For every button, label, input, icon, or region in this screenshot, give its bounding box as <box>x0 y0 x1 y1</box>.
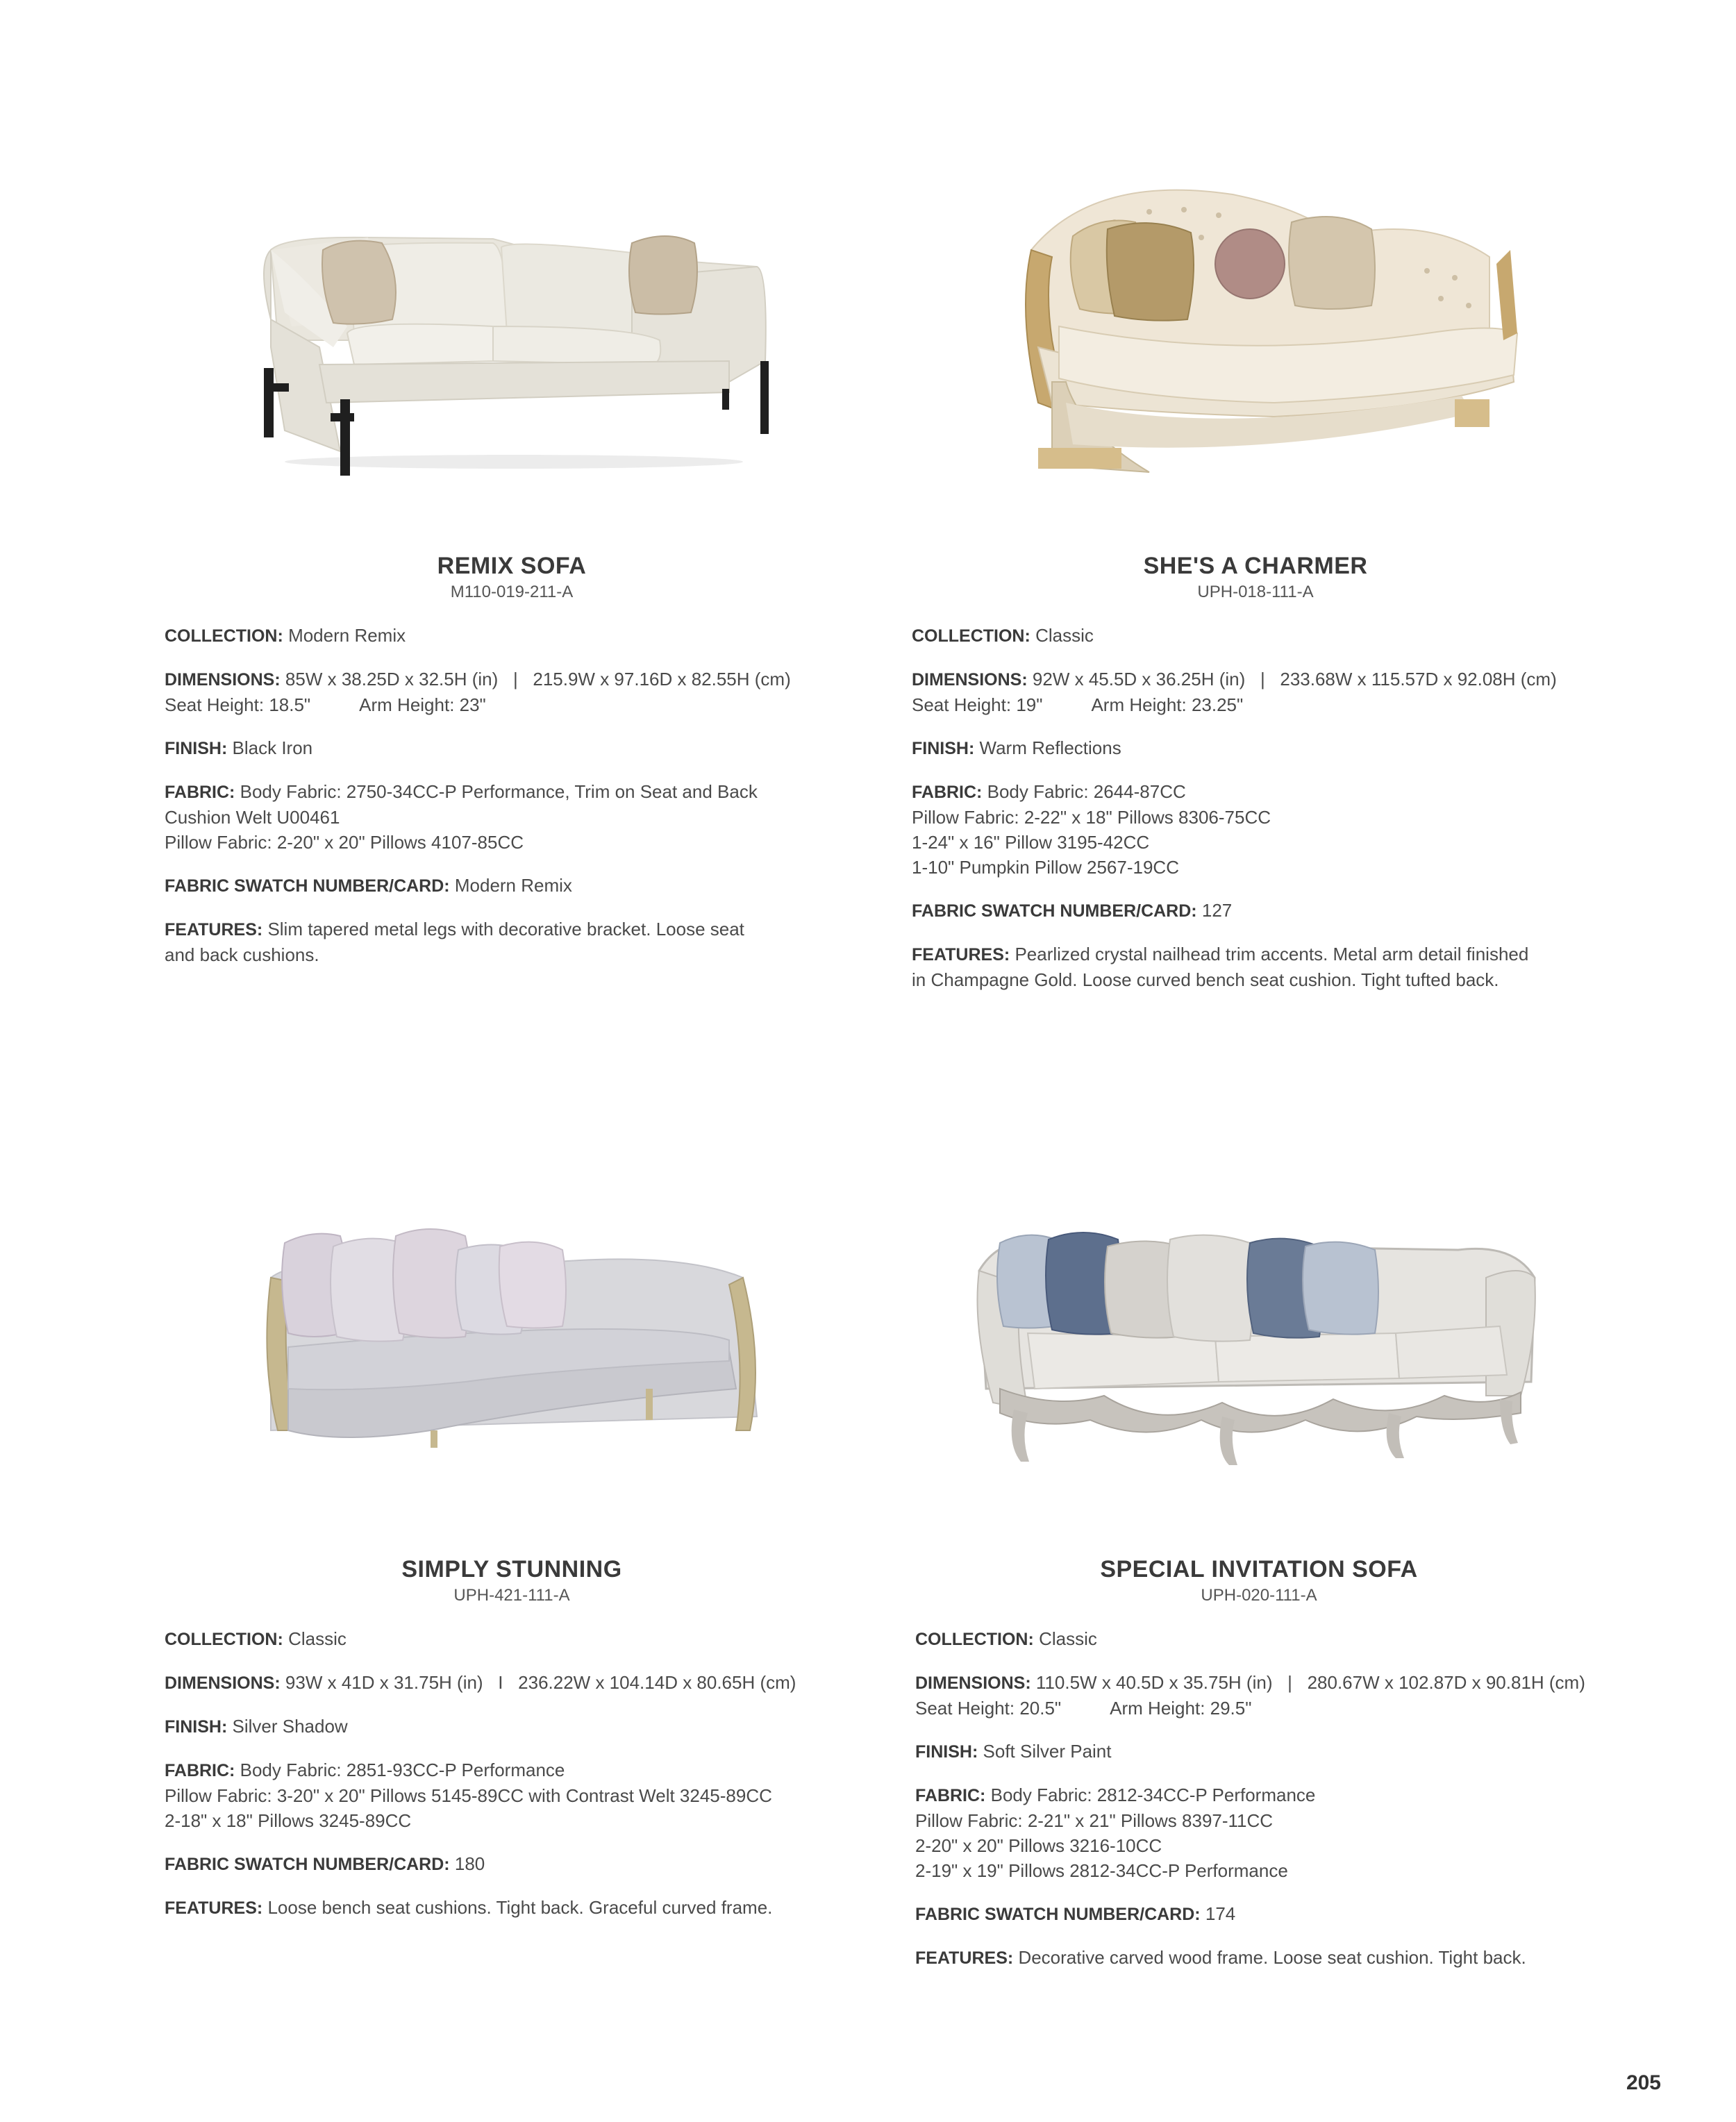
features-label: FEATURES: <box>165 1898 263 1918</box>
fabric-line: 2-19" x 19" Pillows 2812-34CC-P Performance <box>915 1860 1288 1881</box>
product-sku: UPH-018-111-A <box>1197 583 1314 601</box>
dimensions-value: 85W x 38.25D x 32.5H (in) | 215.9W x 97.16D x 82.55H (cm) <box>285 669 791 690</box>
seat-height: Seat Height: 18.5" <box>165 694 311 715</box>
dimensions-row <box>165 1670 859 1696</box>
seat-height: Seat Height: 20.5" <box>915 1698 1062 1719</box>
swatch-row <box>165 1851 859 1877</box>
fabric-row <box>912 779 1606 880</box>
swatch-label: FABRIC SWATCH NUMBER/CARD: <box>915 1905 1201 1924</box>
finish-row <box>912 735 1606 761</box>
fabric-line: Pillow Fabric: 2-20" x 20" Pillows 4107-85CC <box>165 832 524 853</box>
features-line: Decorative carved wood frame. Loose seat cushion. Tight back. <box>1018 1947 1526 1968</box>
fabric-line: 1-10" Pumpkin Pillow 2567-19CC <box>912 857 1179 878</box>
collection-row <box>165 1626 859 1652</box>
fabric-label: FABRIC: <box>165 1761 235 1780</box>
seat-height: Seat Height: 19" <box>912 694 1043 715</box>
swatch-label: FABRIC SWATCH NUMBER/CARD: <box>165 876 450 896</box>
features-line: Loose bench seat cushions. Tight back. Graceful curved frame. <box>267 1897 773 1918</box>
remix-sofa-specs <box>165 552 859 985</box>
finish-value: Soft Silver Paint <box>983 1741 1112 1762</box>
finish-value: Warm Reflections <box>979 737 1121 758</box>
dimensions-row <box>912 667 1606 717</box>
swatch-row <box>165 873 859 899</box>
finish-value: Black Iron <box>232 737 313 758</box>
collection-value: Classic <box>1035 625 1094 646</box>
fabric-row <box>165 779 859 855</box>
features-line: Slim tapered metal legs with decorative bracket. Loose seat <box>267 919 744 939</box>
finish-row <box>165 735 859 761</box>
collection-label: COLLECTION: <box>912 626 1030 646</box>
product-sku: M110-019-211-A <box>450 583 574 601</box>
features-line: Pearlized crystal nailhead trim accents. Metal arm detail finished <box>1015 944 1529 964</box>
fabric-line: 1-24" x 16" Pillow 3195-42CC <box>912 832 1150 853</box>
fabric-line: Body Fabric: 2851-93CC-P Performance <box>240 1760 565 1780</box>
finish-row <box>165 1714 859 1739</box>
dimensions-value: 92W x 45.5D x 36.25H (in) | 233.68W x 115.57D x 92.08H (cm) <box>1032 669 1557 690</box>
collection-label: COLLECTION: <box>165 626 283 646</box>
features-row <box>912 942 1606 992</box>
fabric-label: FABRIC: <box>912 783 983 802</box>
collection-row <box>915 1626 1630 1652</box>
fabric-line: Cushion Welt U00461 <box>165 807 340 828</box>
fabric-label: FABRIC: <box>165 783 235 802</box>
product-title: REMIX SOFA <box>437 553 587 579</box>
product-sku: UPH-020-111-A <box>1201 1586 1317 1605</box>
special-invitation-sofa-specs <box>915 1555 1630 1989</box>
product-sku: UPH-421-111-A <box>453 1586 570 1605</box>
swatch-label: FABRIC SWATCH NUMBER/CARD: <box>165 1855 450 1874</box>
collection-value: Classic <box>288 1628 347 1649</box>
arm-height: Arm Height: 23.25" <box>1091 694 1244 715</box>
product-title: SIMPLY STUNNING <box>401 1556 622 1582</box>
arm-height: Arm Height: 23" <box>359 694 486 715</box>
fabric-line: Pillow Fabric: 3-20" x 20" Pillows 5145-89CC with Contrast Welt 3245-89CC <box>165 1785 772 1806</box>
finish-row <box>915 1739 1630 1764</box>
collection-label: COLLECTION: <box>915 1630 1034 1649</box>
features-row <box>165 917 859 967</box>
finish-value: Silver Shadow <box>232 1716 348 1737</box>
dimensions-value: 93W x 41D x 31.75H (in) I 236.22W x 104.14D x 80.65H (cm) <box>285 1672 796 1693</box>
fabric-line: Body Fabric: 2644-87CC <box>987 781 1186 802</box>
dimensions-label: DIMENSIONS: <box>912 670 1028 690</box>
product-title: SHE'S A CHARMER <box>1143 553 1368 579</box>
fabric-label: FABRIC: <box>915 1786 986 1805</box>
remix-sofa-photo <box>243 222 785 486</box>
shes-a-charmer-photo <box>1010 174 1545 476</box>
swatch-value: 180 <box>454 1853 485 1874</box>
finish-label: FINISH: <box>915 1742 978 1762</box>
finish-label: FINISH: <box>912 739 975 758</box>
features-line: in Champagne Gold. Loose curved bench seat cushion. Tight tufted back. <box>912 969 1499 990</box>
swatch-row <box>912 898 1606 924</box>
swatch-value: 174 <box>1205 1903 1236 1924</box>
special-invitation-sofa-photo <box>972 1222 1542 1479</box>
swatch-value: Modern Remix <box>454 875 572 896</box>
features-label: FEATURES: <box>912 945 1010 964</box>
collection-label: COLLECTION: <box>165 1630 283 1649</box>
fabric-line: 2-20" x 20" Pillows 3216-10CC <box>915 1835 1162 1856</box>
dimensions-label: DIMENSIONS: <box>165 1673 281 1693</box>
finish-label: FINISH: <box>165 1717 228 1737</box>
fabric-line: Pillow Fabric: 2-21" x 21" Pillows 8397-11CC <box>915 1810 1274 1831</box>
fabric-line: 2-18" x 18" Pillows 3245-89CC <box>165 1810 412 1831</box>
dimensions-row <box>165 667 859 717</box>
dimensions-value: 110.5W x 40.5D x 35.75H (in) | 280.67W x 102.87D x 90.81H (cm) <box>1035 1672 1585 1693</box>
features-label: FEATURES: <box>165 920 263 939</box>
fabric-row <box>165 1757 859 1833</box>
shes-a-charmer-specs <box>912 552 1606 1010</box>
features-label: FEATURES: <box>915 1948 1014 1968</box>
swatch-row <box>915 1901 1630 1927</box>
collection-value: Classic <box>1039 1628 1097 1649</box>
fabric-line: Body Fabric: 2750-34CC-P Performance, Trim on Seat and Back <box>240 781 758 802</box>
finish-label: FINISH: <box>165 739 228 758</box>
swatch-value: 127 <box>1201 900 1233 921</box>
arm-height: Arm Height: 29.5" <box>1110 1698 1252 1719</box>
simply-stunning-specs <box>165 1555 859 1939</box>
product-title: SPECIAL INVITATION SOFA <box>1100 1556 1418 1582</box>
features-row <box>165 1895 859 1921</box>
features-line: and back cushions. <box>165 944 319 965</box>
fabric-row <box>915 1782 1630 1883</box>
collection-value: Modern Remix <box>288 625 406 646</box>
dimensions-label: DIMENSIONS: <box>165 670 281 690</box>
fabric-line: Pillow Fabric: 2-22" x 18" Pillows 8306-75CC <box>912 807 1271 828</box>
fabric-line: Body Fabric: 2812-34CC-P Performance <box>990 1785 1316 1805</box>
features-row <box>915 1945 1630 1971</box>
dimensions-row <box>915 1670 1630 1721</box>
dimensions-label: DIMENSIONS: <box>915 1673 1031 1693</box>
swatch-label: FABRIC SWATCH NUMBER/CARD: <box>912 901 1197 921</box>
simply-stunning-photo <box>257 1222 778 1451</box>
collection-row <box>912 623 1606 649</box>
collection-row <box>165 623 859 649</box>
page-number: 205 <box>1626 2071 1661 2094</box>
